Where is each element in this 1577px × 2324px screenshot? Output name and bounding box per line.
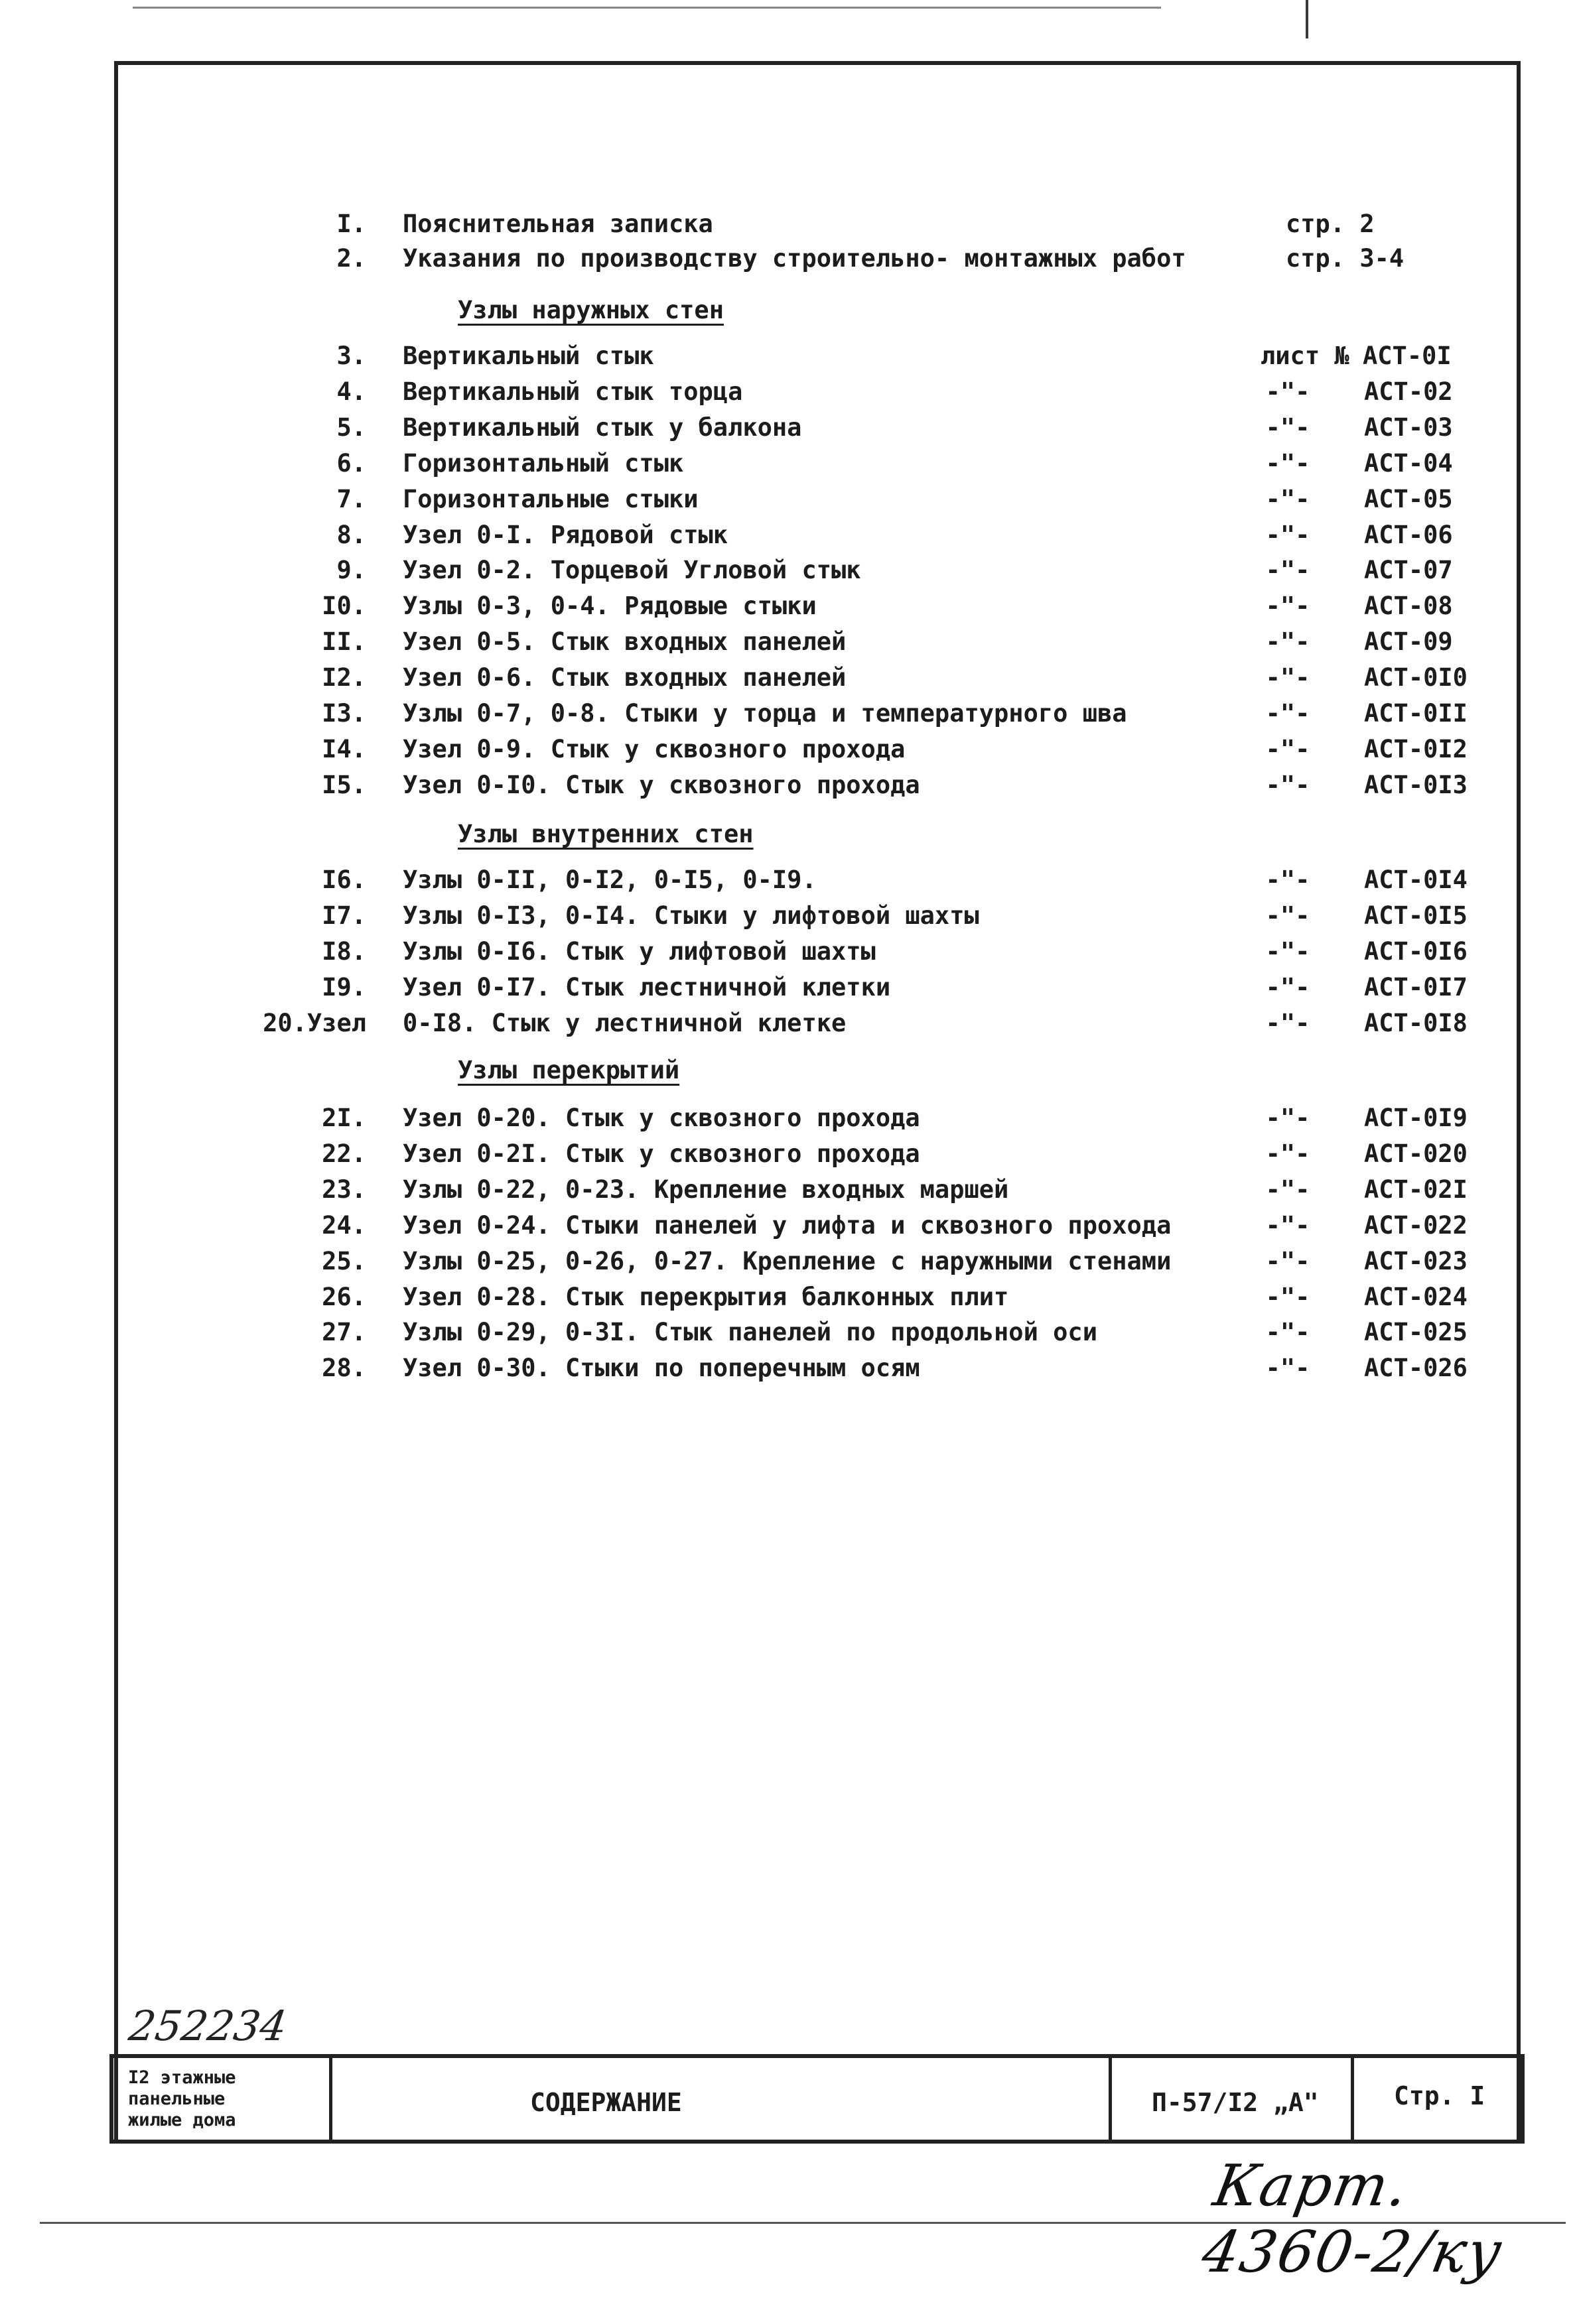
toc-row	[0, 1009, 1577, 1043]
sheet-ref: лист №	[1261, 342, 1349, 370]
sheet-code: АСТ-026	[1364, 1354, 1468, 1382]
section-heading: Узлы перекрытий	[458, 1056, 680, 1084]
sheet-ref: -"-	[1265, 771, 1310, 799]
sheet-ref: -"-	[1265, 413, 1310, 442]
sheet-ref: -"-	[1265, 901, 1310, 930]
sheet-ref: -"-	[1265, 1009, 1310, 1037]
sheet-code: АСТ-06	[1364, 521, 1453, 549]
sheet-code: АСТ-020	[1364, 1139, 1468, 1168]
item-title: Узел 0-28. Стык перекрытия балконных плит	[403, 1283, 1009, 1311]
sheet-ref: -"-	[1265, 699, 1310, 728]
toc-row	[0, 901, 1577, 936]
toc-row	[0, 937, 1577, 972]
sheet-ref: -"-	[1265, 866, 1310, 894]
sheet-ref: -"-	[1265, 663, 1310, 692]
sheet-ref: -"-	[1265, 1175, 1310, 1204]
sheet-code: АСТ-0I9	[1364, 1104, 1468, 1132]
sheet-code: АСТ-0I4	[1364, 866, 1468, 894]
item-title: Вертикальный стык	[403, 342, 654, 370]
item-number: 2I.	[322, 1104, 366, 1132]
sheet-code: АСТ-0I5	[1364, 901, 1468, 930]
inventory-number: 252234	[125, 2002, 290, 2050]
sheet-ref: -"-	[1265, 592, 1310, 620]
item-title: Узел 0-I0. Стык у сквозного прохода	[403, 771, 920, 799]
sheet-ref: -"-	[1265, 485, 1310, 513]
sheet-code: АСТ-0I8	[1364, 1009, 1468, 1037]
item-title: Горизонтальный стык	[403, 449, 684, 478]
item-number: I4.	[322, 735, 366, 763]
sheet-code: АСТ-02I	[1364, 1175, 1468, 1204]
sheet-code: АСТ-05	[1364, 485, 1453, 513]
toc-row	[0, 485, 1577, 519]
toc-row	[0, 1175, 1577, 1210]
sheet-code: АСТ-023	[1364, 1247, 1468, 1275]
item-title: Узлы 0-29, 0-3I. Стык панелей по продольной оси	[403, 1318, 1097, 1346]
item-title: Указания по производству строительно- монтажных работ	[403, 244, 1186, 273]
toc-row	[0, 699, 1577, 734]
sheet-ref: -"-	[1265, 735, 1310, 763]
toc-row	[0, 663, 1577, 698]
item-title: Пояснительная записка	[403, 210, 713, 238]
item-title: Узлы 0-II, 0-I2, 0-I5, 0-I9.	[403, 866, 817, 894]
sheet-ref: -"-	[1265, 521, 1310, 549]
item-title: Узел 0-20. Стык у сквозного прохода	[403, 1104, 920, 1132]
sheet-code: АСТ-08	[1364, 592, 1453, 620]
item-number: I0.	[322, 592, 366, 620]
item-number: 28.	[322, 1354, 366, 1382]
item-number: 9.	[336, 556, 366, 584]
scan-artifact-tick	[1306, 0, 1308, 38]
item-title: Узлы 0-22, 0-23. Крепление входных маршей	[403, 1175, 1009, 1204]
toc-row	[0, 342, 1577, 376]
project-description: I2 этажные панельные жилые дома	[128, 2067, 236, 2130]
sheet-ref: -"-	[1265, 937, 1310, 966]
item-number: 2.	[336, 244, 366, 273]
sheet-code: АСТ-03	[1364, 413, 1453, 442]
sheet-code: АСТ-0I6	[1364, 937, 1468, 966]
item-number: I5.	[322, 771, 366, 799]
item-number: 3.	[336, 342, 366, 370]
item-number: I.	[336, 210, 366, 238]
item-number: I9.	[322, 973, 366, 1001]
title-block	[109, 2054, 1525, 2144]
item-title: Узел 0-I. Рядовой стык	[403, 521, 728, 549]
toc-row	[0, 973, 1577, 1007]
item-number: II.	[322, 627, 366, 656]
toc-row	[0, 1318, 1577, 1352]
toc-row	[0, 1104, 1577, 1138]
item-title: Узлы 0-I6. Стык у лифтовой шахты	[403, 937, 876, 966]
sheet-code: АСТ-09	[1364, 627, 1453, 656]
toc-row	[0, 449, 1577, 484]
toc-row	[0, 1283, 1577, 1317]
item-number: 22.	[322, 1139, 366, 1168]
sheet-ref: -"-	[1265, 377, 1310, 406]
toc-row	[0, 1354, 1577, 1388]
sheet-code: АСТ-0II	[1364, 699, 1468, 728]
item-title: Узел 0-5. Стык входных панелей	[403, 627, 847, 656]
item-number: 24.	[322, 1211, 366, 1240]
item-title: Узлы 0-3, 0-4. Рядовые стыки	[403, 592, 817, 620]
item-title: Узел 0-6. Стык входных панелей	[403, 663, 847, 692]
toc-row	[0, 735, 1577, 769]
sheet-code: АСТ-024	[1364, 1283, 1468, 1311]
page-number: Стр. I	[1394, 2081, 1485, 2110]
sheet-code: АСТ-0I0	[1364, 663, 1468, 692]
item-number: I2.	[322, 663, 366, 692]
toc-row	[0, 627, 1577, 662]
sheet-ref: -"-	[1265, 973, 1310, 1001]
toc-row	[0, 1211, 1577, 1246]
toc-row	[0, 556, 1577, 590]
item-title: Узел 0-30. Стыки по поперечным осям	[403, 1354, 920, 1382]
item-number: I6.	[322, 866, 366, 894]
item-number: 7.	[336, 485, 366, 513]
sheet-ref: -"-	[1265, 556, 1310, 584]
project-code: П-57/I2 „А"	[1152, 2088, 1319, 2117]
sheet-code: АСТ-022	[1364, 1211, 1468, 1240]
item-title: Узлы 0-25, 0-26, 0-27. Крепление с наружными стенами	[403, 1247, 1172, 1275]
toc-row	[0, 413, 1577, 448]
item-number: 25.	[322, 1247, 366, 1275]
sheet-code: АСТ-07	[1364, 556, 1453, 584]
sheet-ref: -"-	[1265, 1283, 1310, 1311]
title-block-divider	[1109, 2058, 1112, 2140]
item-number: 23.	[322, 1175, 366, 1204]
item-number: 6.	[336, 449, 366, 478]
item-number: 4.	[336, 377, 366, 406]
item-title: Вертикальный стык торца	[403, 377, 743, 406]
section-heading: Узлы внутренних стен	[458, 820, 754, 848]
sheet-ref: -"-	[1265, 1104, 1310, 1132]
item-page: стр. 3-4	[1286, 244, 1405, 273]
item-number: I7.	[322, 901, 366, 930]
item-number: 26.	[322, 1283, 366, 1311]
toc-row	[0, 592, 1577, 626]
item-number: 5.	[336, 413, 366, 442]
item-page: стр. 2	[1286, 210, 1375, 238]
title-block-divider	[1351, 2058, 1354, 2140]
sheet-ref: -"-	[1265, 1139, 1310, 1168]
sheet-code: АСТ-0I7	[1364, 973, 1468, 1001]
toc-row	[0, 1247, 1577, 1281]
toc-row	[0, 866, 1577, 900]
section-heading: Узлы наружных стен	[458, 296, 724, 324]
toc-row	[0, 377, 1577, 412]
item-title: Вертикальный стык у балкона	[403, 413, 802, 442]
item-title: Узлы 0-7, 0-8. Стыки у торца и температурного шва	[403, 699, 1127, 728]
item-title: Узел 0-24. Стыки панелей у лифта и сквозного прохода	[403, 1211, 1172, 1240]
sheet-ref: -"-	[1265, 1354, 1310, 1382]
item-title: Горизонтальные стыки	[403, 485, 699, 513]
sheet-code: АСТ-0I2	[1364, 735, 1468, 763]
sheet-ref: -"-	[1265, 1247, 1310, 1275]
item-number: 20.Узел	[263, 1009, 366, 1037]
sheet-code: АСТ-02	[1364, 377, 1453, 406]
scan-artifact-top	[133, 7, 1161, 9]
sheet-ref: -"-	[1265, 449, 1310, 478]
sheet-ref: -"-	[1265, 1211, 1310, 1240]
sheet-title: СОДЕРЖАНИЕ	[530, 2088, 682, 2117]
sheet-code: АСТ-025	[1364, 1318, 1468, 1346]
toc-row	[0, 771, 1577, 805]
item-title: Узлы 0-I3, 0-I4. Стыки у лифтовой шахты	[403, 901, 979, 930]
item-number: 8.	[336, 521, 366, 549]
sheet-ref: -"-	[1265, 627, 1310, 656]
item-title: Узел 0-2. Торцевой Угловой стык	[403, 556, 861, 584]
item-title: Узел 0-9. Стык у сквозного прохода	[403, 735, 906, 763]
sheet-code: АСТ-0I	[1363, 342, 1452, 370]
archive-note: Карт. 4360-2/ку	[1197, 2153, 1508, 2286]
item-title: Узел 0-I7. Стык лестничной клетки	[403, 973, 891, 1001]
toc-row	[0, 1139, 1577, 1174]
item-title: Узел 0-2I. Стык у сквозного прохода	[403, 1139, 920, 1168]
toc-row	[0, 521, 1577, 555]
sheet-code: АСТ-04	[1364, 449, 1453, 478]
item-number: 27.	[322, 1318, 366, 1346]
item-number: I3.	[322, 699, 366, 728]
item-title: 0-I8. Стык у лестничной клетке	[403, 1009, 847, 1037]
item-number: I8.	[322, 937, 366, 966]
sheet-ref: -"-	[1265, 1318, 1310, 1346]
sheet-code: АСТ-0I3	[1364, 771, 1468, 799]
